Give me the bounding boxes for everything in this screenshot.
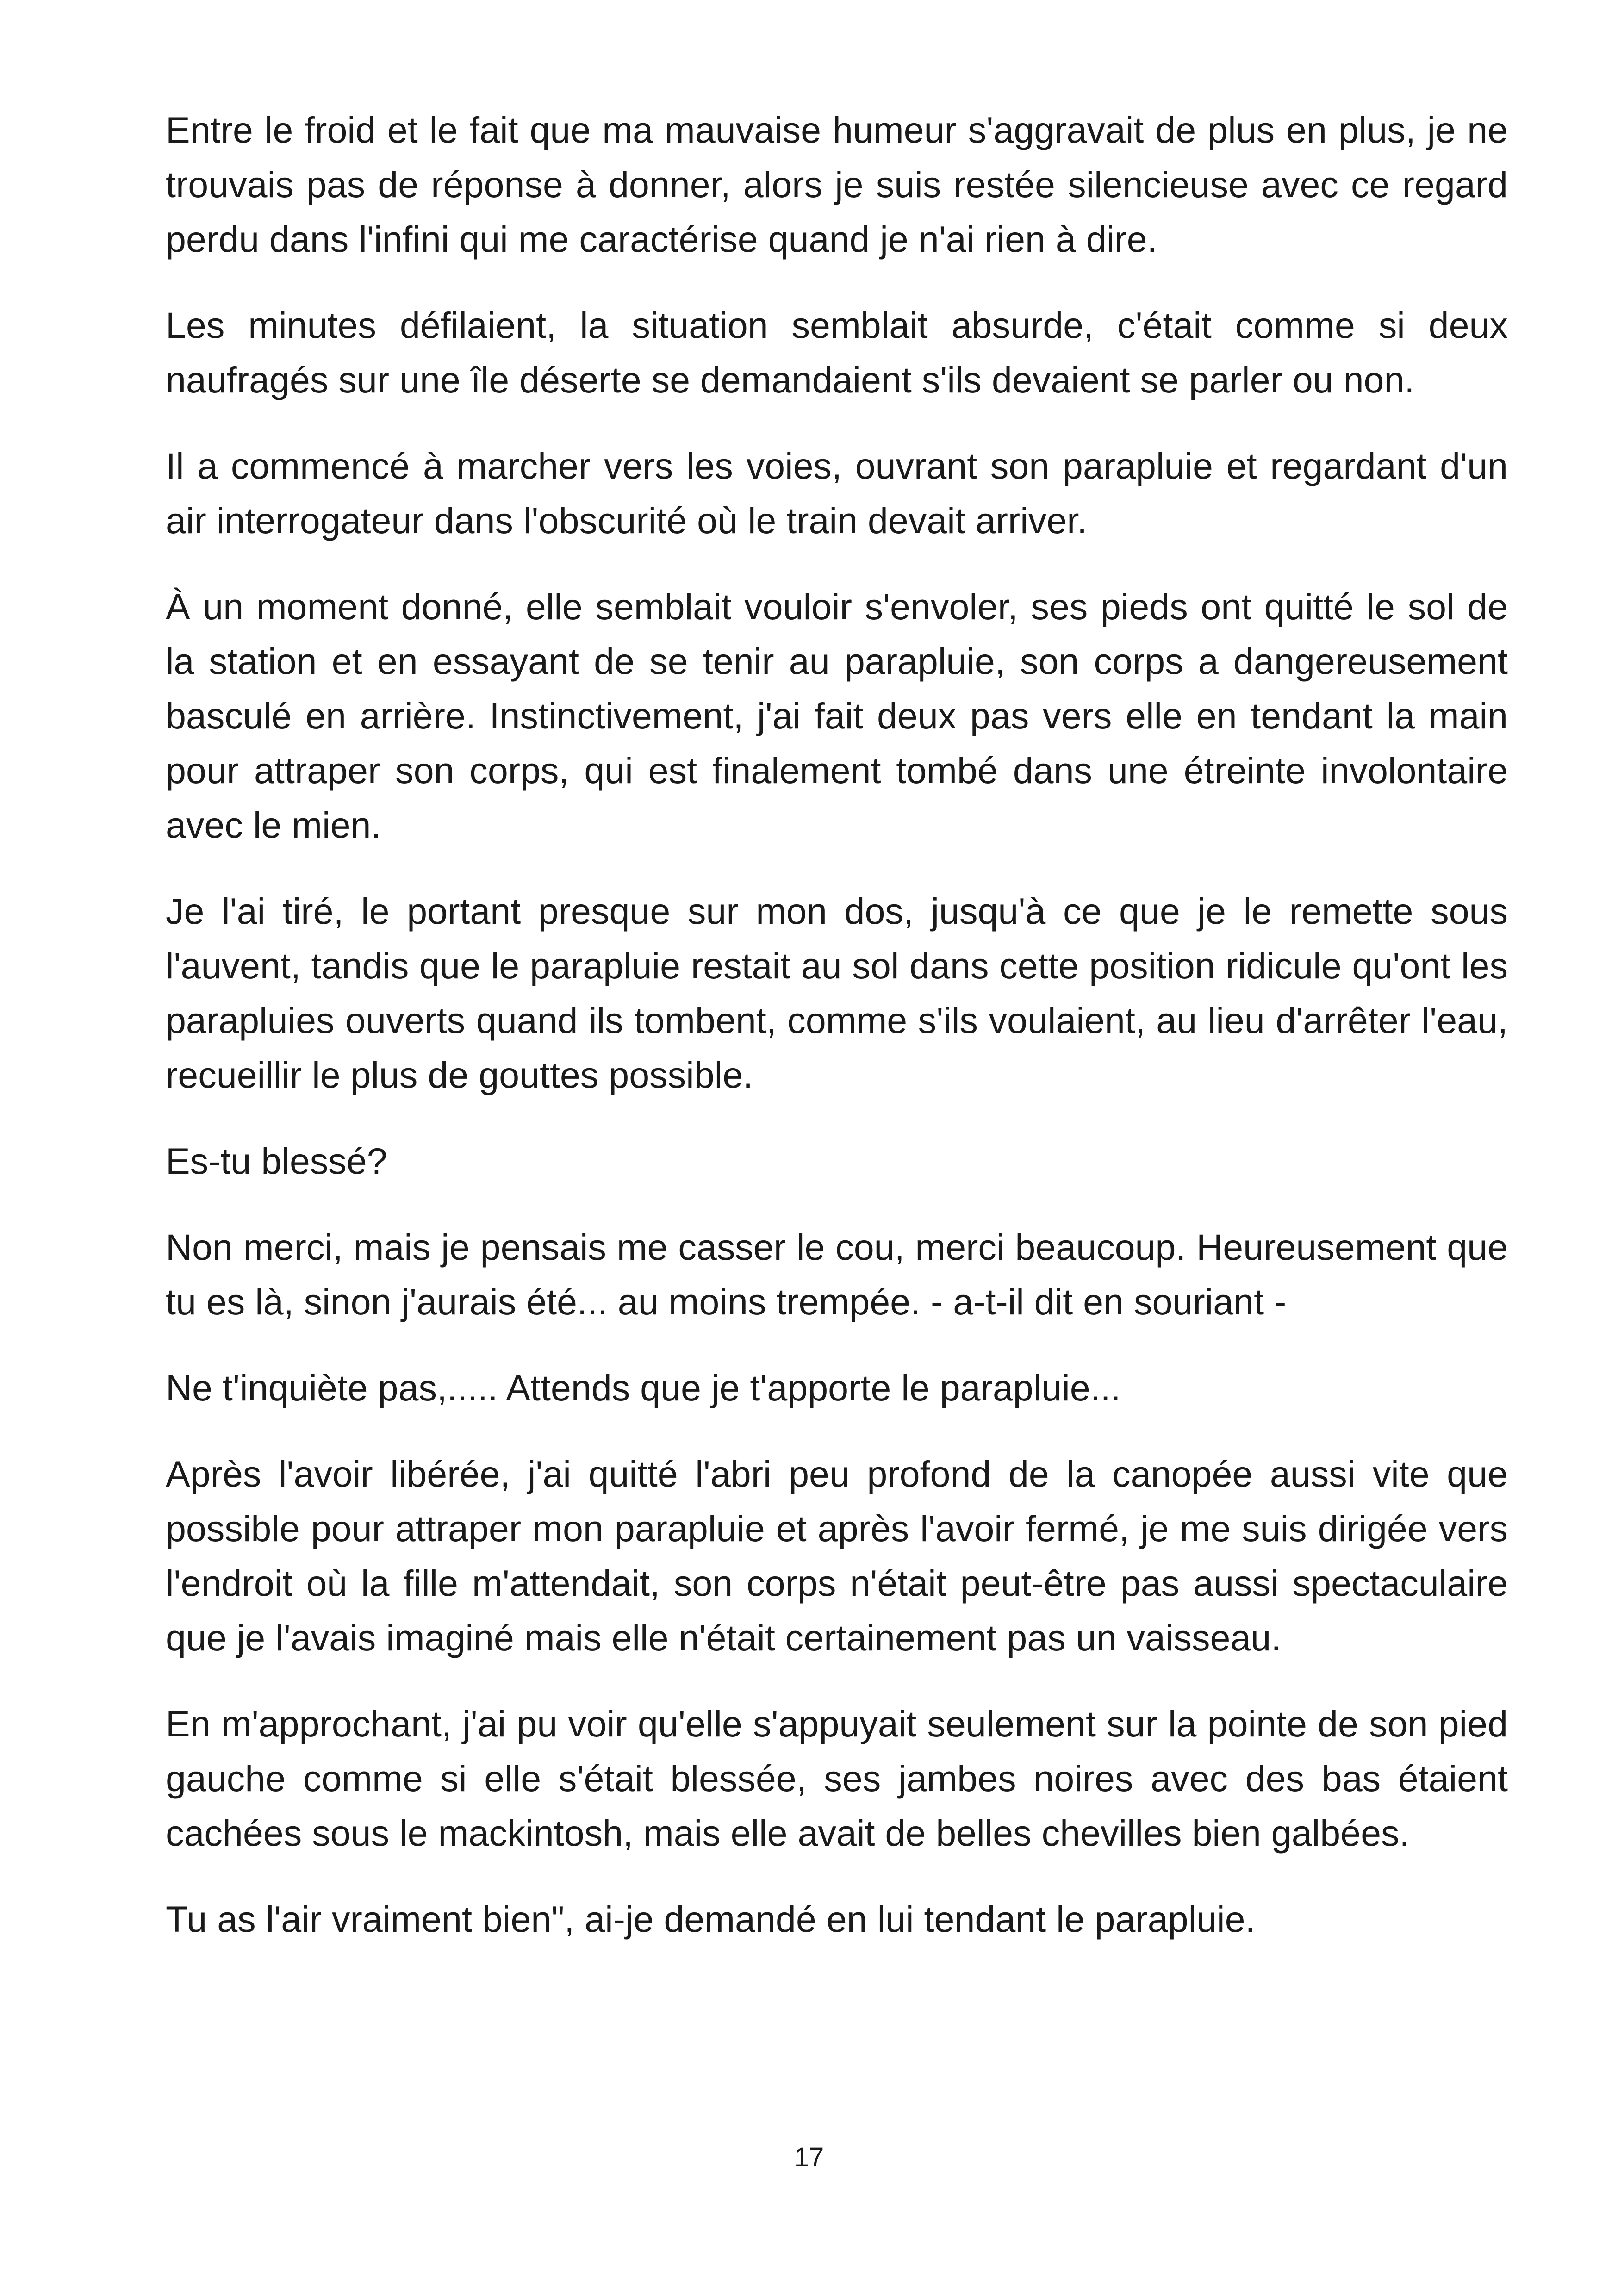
paragraph: Après l'avoir libérée, j'ai quitté l'abri peu profond de la canopée aussi vite que possible pour attraper mon parapluie et après l'avoir fermé, je me suis dirigée vers l'endroit où la fille m'attendait, son corps n'était peut-être pas aussi spectaculaire que je l'avais imaginé mais elle n'était certainement pas un vaisseau.	[166, 1453, 1508, 1658]
paragraph: À un moment donné, elle semblait vouloir s'envoler, ses pieds ont quitté le sol de la station et en essayant de se tenir au parapluie, son corps a dangereusement basculé en arrière. Instinctivement, j'ai fait deux pas vers elle en tendant la main pour attraper son corps, qui est finalement tombé dans une étreinte involontaire avec le mien.	[166, 586, 1508, 846]
dialogue-line: Ne t'inquiète pas,..... Attends que je t'apporte le parapluie...	[166, 1367, 1121, 1408]
paragraph: Je l'ai tiré, le portant presque sur mon dos, jusqu'à ce que je le remette sous l'auvent, tandis que le parapluie restait au sol dans cette position ridicule qu'ont les parapluies ouverts quand ils tombent, comme s'ils voulaient, au lieu d'arrêter l'eau, recueillir le plus de gouttes possible.	[166, 890, 1508, 1095]
paragraph: En m'approchant, j'ai pu voir qu'elle s'appuyait seulement sur la pointe de son pied gauche comme si elle s'était blessée, ses jambes noires avec des bas étaient cachées sous le mackintosh, mais elle avait de belles chevilles bien galbées.	[166, 1703, 1508, 1854]
paragraph: Il a commencé à marcher vers les voies, ouvrant son parapluie et regardant d'un air interrogateur dans l'obscurité où le train devait arriver.	[166, 445, 1508, 541]
body-text	[166, 103, 1508, 1978]
dialogue-line: Tu as l'air vraiment bien", ai-je demandé en lui tendant le parapluie.	[166, 1898, 1256, 1940]
dialogue-line: Non merci, mais je pensais me casser le cou, merci beaucoup. Heureusement que tu es là, sinon j'aurais été... au moins trempée. - a-t-il dit en souriant -	[166, 1226, 1508, 1322]
dialogue-line: Es-tu blessé?	[166, 1140, 387, 1182]
paragraph: Entre le froid et le fait que ma mauvaise humeur s'aggravait de plus en plus, je ne trouvais pas de réponse à donner, alors je suis restée silencieuse avec ce regard perdu dans l'infini qui me caractérise quand je n'ai rien à dire.	[166, 109, 1508, 260]
paragraph: Les minutes défilaient, la situation semblait absurde, c'était comme si deux naufragés sur une île déserte se demandaient s'ils devaient se parler ou non.	[166, 305, 1508, 400]
page-number: 17	[794, 2142, 824, 2172]
